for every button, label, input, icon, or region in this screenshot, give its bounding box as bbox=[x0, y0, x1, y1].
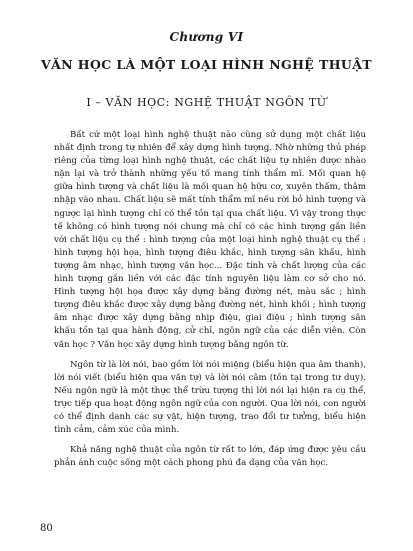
chapter-title: VĂN HỌC LÀ MỘT LOẠI HÌNH NGHỆ THUẬT bbox=[40, 57, 373, 72]
body-text bbox=[54, 129, 366, 477]
section-heading: I – VĂN HỌC: NGHỆ THUẬT NGÔN TỪ bbox=[86, 96, 327, 109]
chapter-heading: Chương VI bbox=[169, 30, 244, 44]
paragraph: Khả năng nghệ thuật của ngôn từ rất to lớn, đáp ứng được yêu cầu phản ánh cuộc sống một cách phong phú đa dạng của văn học. bbox=[54, 445, 366, 469]
paragraph: Ngôn từ là lời nói, bao gồm lời nói miệng (biểu hiện qua âm thanh), lời nói viết (biểu hiện qua văn tự) và lời nói câm (tồn tại trong tư duy). Nếu ngôn ngữ là một thực thể trừu tượng thì lời nói lại hiện ra cụ thể, trực tiếp qua hoạt động ngôn ngữ của con người. Qua lời nói, con người có thể định danh các sự vật, hiện tượng, trao đổi tư tưởng, biểu hiện tình cảm, cảm xúc của mình. bbox=[54, 359, 366, 436]
page-number: 80 bbox=[40, 523, 53, 534]
paragraph: Bất cứ một loại hình nghệ thuật nào cũng sử dụng một chất liệu nhất định trong tự nhiên để xây dựng hình tượng. Nhờ những thủ pháp riêng của từng loại hình nghệ thuật, các chất liệu tự nhiên được nhào nặn lại và trở thành những yếu tố mang tính thẩm mĩ. Mối quan hệ giữa hình tượng và chất liệu là mối quan hệ hữu cơ, xuyên thấm, thâm nhập vào nhau. Chất liệu sẽ mất tính thẩm mĩ nếu rời bỏ hình tượng và ngược lại hình tượng chỉ có thể tồn tại qua chất liệu. Vì vậy trong thực tế không có hình tượng nói chung mà chỉ có các hình tượng gắn liền với chất liệu cụ thể : hình tượng của một loại hình nghệ thuật cụ thể : hình tượng hội họa, hình tượng điêu khắc, hình tượng sân khấu, hình tượng âm nhạc, hình tượng văn học... Đặc tính và chất lượng của các hình tượng gắn liền với các đặc tính nguyên liệu làm cơ sở cho nó. Hình tượng hội họa được xây dựng bằng đường nét, màu sắc ; hình tượng điêu khắc được xây dựng bằng đường nét, hình khối ; hình tượng âm nhạc được xây dựng bằng nhịp điệu, giai điệu ; hình tượng sân khấu tồn tại qua hành động, cử chỉ, ngôn ngữ của các diễn viên. Còn văn học ? Văn học xây dựng hình tượng bằng ngôn từ. bbox=[54, 130, 366, 350]
